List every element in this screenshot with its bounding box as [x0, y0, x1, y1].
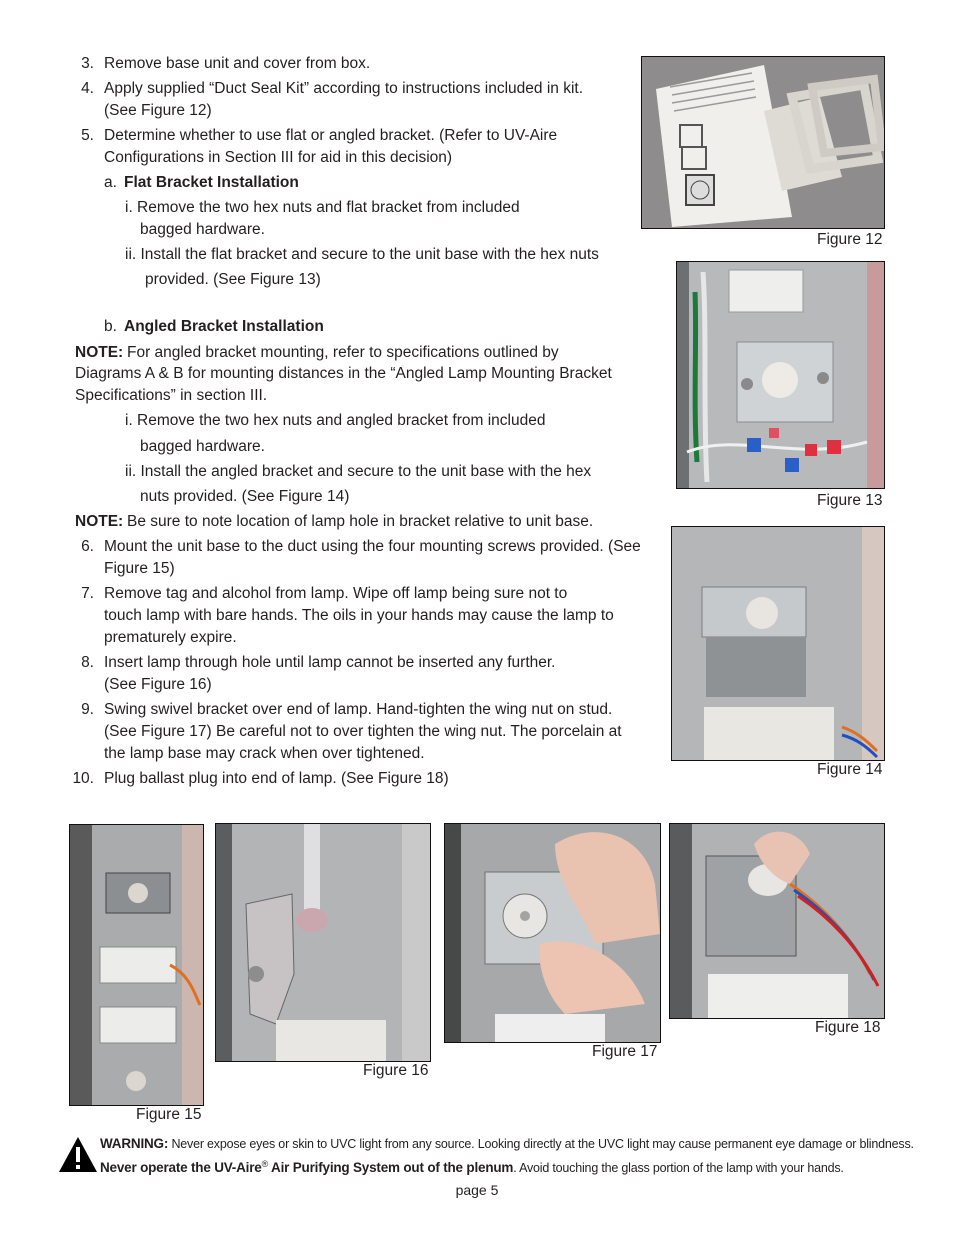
substep-label: b. — [104, 318, 117, 335]
figure-16-photo — [215, 823, 431, 1062]
step-3: Remove base unit and cover from box. — [104, 55, 371, 72]
step-8-line1: Insert lamp through hole until lamp cannot be inserted any further. — [104, 654, 556, 671]
note-1-line2: Diagrams A & B for mounting distances in the “Angled Lamp Mounting Bracket — [75, 365, 612, 382]
page-number: page 5 — [455, 1182, 499, 1198]
figure-16-caption: Figure 16 — [363, 1062, 429, 1079]
step-number: 9. — [81, 701, 94, 718]
flat-step-ii-line1: ii. Install the flat bracket and secure to the unit base with the hex nuts — [125, 246, 599, 263]
step-7-line3: prematurely expire. — [104, 629, 237, 646]
step-7-line2: touch lamp with bare hands. The oils in your hands may cause the lamp to — [104, 607, 614, 624]
warning-line1 — [100, 1134, 914, 1154]
angled-step-ii-line2: nuts provided. (See Figure 14) — [140, 488, 350, 505]
angled-step-i-line1: i. Remove the two hex nuts and angled bracket from included — [125, 412, 546, 429]
step-10: Plug ballast plug into end of lamp. (See Figure 18) — [104, 770, 449, 787]
step-number: 3. — [81, 55, 94, 72]
step-4-line2: (See Figure 12) — [104, 102, 212, 119]
substep-label: a. — [104, 174, 117, 191]
angled-bracket-heading: Angled Bracket Installation — [124, 318, 324, 335]
figure-15-photo — [69, 824, 204, 1106]
note-label: NOTE: — [75, 344, 124, 361]
figure-13-caption: Figure 13 — [817, 492, 883, 509]
warning-icon — [58, 1135, 98, 1173]
step-8-line2: (See Figure 16) — [104, 676, 212, 693]
step-number: 6. — [81, 538, 94, 555]
note-1-line1: For angled bracket mounting, refer to specifications outlined by — [127, 344, 559, 361]
registered-mark: ® — [261, 1159, 268, 1169]
step-6-line2: Figure 15) — [104, 560, 175, 577]
warning-text: Never expose eyes or skin to UVC light from any source. Looking directly at the UVC light may cause permanent eye damage or blindness. — [171, 1137, 914, 1151]
step-6-line1: Mount the unit base to the duct using the four mounting screws provided. (See — [104, 538, 641, 555]
figure-14-caption: Figure 14 — [817, 761, 883, 778]
angled-step-i-line2: bagged hardware. — [140, 438, 265, 455]
flat-step-i-line2: bagged hardware. — [140, 221, 265, 238]
note-2: Be sure to note location of lamp hole in bracket relative to unit base. — [127, 513, 594, 530]
warning-bold-cont: Air Purifying System out of the plenum — [268, 1160, 514, 1176]
step-4-line1: Apply supplied “Duct Seal Kit” according to instructions included in kit. — [104, 80, 584, 97]
step-7-line1: Remove tag and alcohol from lamp. Wipe off lamp being sure not to — [104, 585, 568, 602]
figure-12-photo — [641, 56, 885, 229]
step-9-line1: Swing swivel bracket over end of lamp. Hand-tighten the wing nut on stud. — [104, 701, 613, 718]
figure-12-caption: Figure 12 — [817, 231, 883, 248]
figure-15-caption: Figure 15 — [136, 1106, 202, 1123]
step-5-line1: Determine whether to use flat or angled bracket. (Refer to UV-Aire — [104, 127, 558, 144]
note-label: NOTE: — [75, 513, 124, 530]
step-5-line2: Configurations in Section III for aid in this decision) — [104, 149, 453, 166]
flat-bracket-heading: Flat Bracket Installation — [124, 174, 299, 191]
warning-bold: Never operate the UV-Aire — [100, 1160, 262, 1176]
flat-step-i-line1: i. Remove the two hex nuts and flat bracket from included — [125, 199, 520, 216]
flat-step-ii-line2: provided. (See Figure 13) — [145, 271, 321, 288]
step-number: 5. — [81, 127, 94, 144]
warning-line2 — [100, 1154, 844, 1178]
step-number: 4. — [81, 80, 94, 97]
figure-14-photo — [671, 526, 885, 761]
step-9-line3: the lamp base may crack when over tightened. — [104, 745, 425, 762]
step-number: 10. — [72, 770, 94, 787]
step-number: 8. — [81, 654, 94, 671]
step-9-line2: (See Figure 17) Be careful not to over tighten the wing nut. The porcelain at — [104, 723, 622, 740]
angled-step-ii-line1: ii. Install the angled bracket and secure to the unit base with the hex — [125, 463, 592, 480]
figure-17-caption: Figure 17 — [592, 1043, 658, 1060]
figure-18-photo — [669, 823, 885, 1019]
warning-text-2: . Avoid touching the glass portion of the lamp with your hands. — [513, 1161, 844, 1176]
figure-13-photo — [676, 261, 885, 489]
warning-label: WARNING: — [100, 1136, 169, 1151]
figure-18-caption: Figure 18 — [815, 1019, 881, 1036]
figure-17-photo — [444, 823, 661, 1043]
step-number: 7. — [81, 585, 94, 602]
note-1-line3: Specifications” in section III. — [75, 387, 268, 404]
